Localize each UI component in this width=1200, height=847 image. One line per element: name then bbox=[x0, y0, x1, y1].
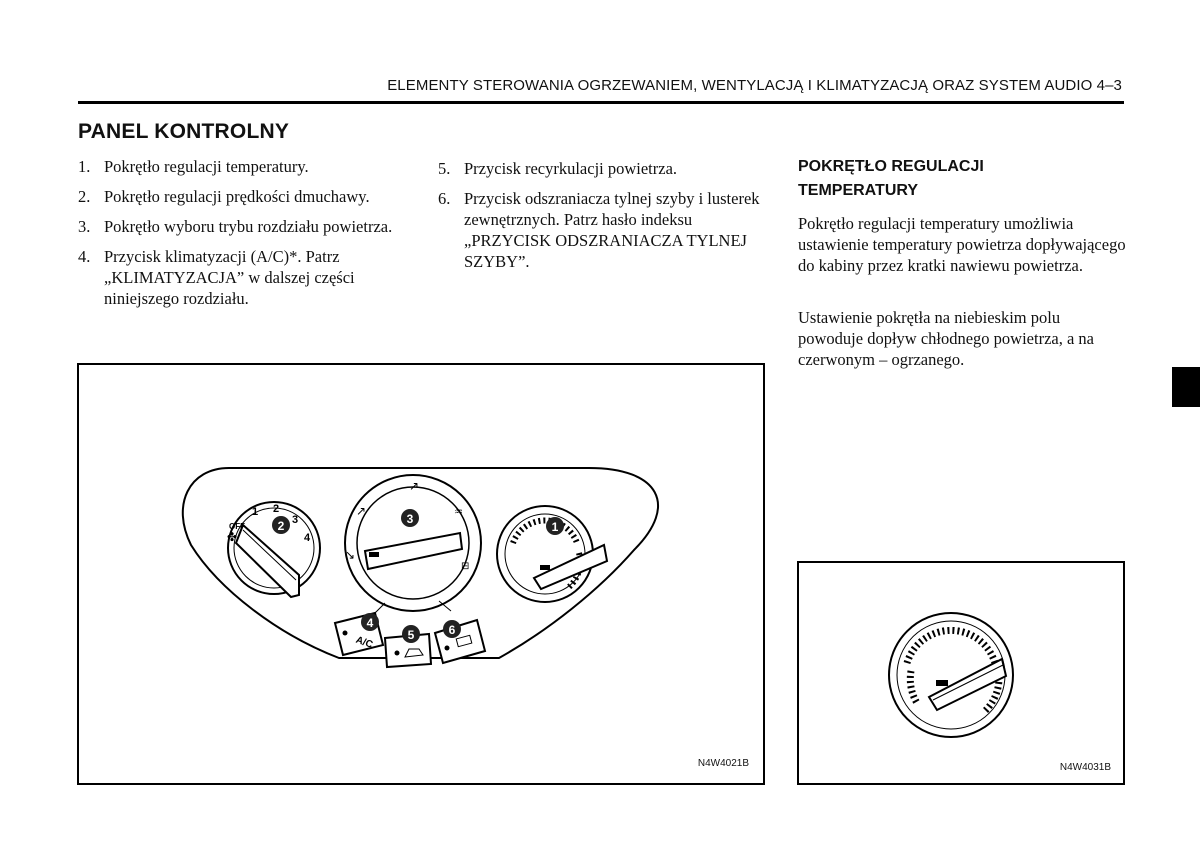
component-list-middle bbox=[438, 158, 768, 281]
list-item bbox=[78, 216, 408, 237]
item-number: 1. bbox=[78, 157, 91, 176]
subsection-title-line1: POKRĘTŁO REGULACJI bbox=[798, 158, 984, 175]
callout-6 bbox=[443, 620, 461, 638]
fan-label-1: 1 bbox=[252, 506, 259, 518]
item-number: 5. bbox=[438, 159, 451, 178]
svg-text:1: 1 bbox=[551, 520, 559, 534]
component-list-left bbox=[78, 156, 408, 318]
control-panel-illustration bbox=[79, 365, 763, 783]
running-header: ELEMENTY STEROWANIA OGRZEWANIEM, WENTYLACJĄ I KLIMATYZACJĄ ORAZ SYSTEM AUDIO 4–3 bbox=[387, 77, 1122, 94]
bilevel-vent-icon: ↗ bbox=[356, 504, 367, 518]
item-number: 6. bbox=[438, 189, 451, 208]
windshield-defrost-icon: ⊟ bbox=[461, 561, 470, 572]
callout-2 bbox=[272, 516, 290, 534]
item-text: Przycisk klimatyzacji (A/C)*. Patrz „KLIMATYZACJA” w dalszej części niniejszego rozdziału. bbox=[104, 247, 355, 308]
floor-defrost-icon: ♒ bbox=[454, 507, 463, 518]
face-vent-icon: ↗ bbox=[409, 479, 420, 493]
callout-1 bbox=[546, 517, 564, 535]
list-item bbox=[78, 156, 408, 177]
temperature-knob-detail bbox=[889, 613, 1013, 737]
control-panel-figure bbox=[77, 363, 765, 785]
chapter-thumb-tab bbox=[1172, 367, 1200, 407]
list-item bbox=[78, 186, 408, 207]
callout-3 bbox=[401, 509, 419, 527]
item-text: Przycisk odszraniacza tylnej szyby i lusterek zewnętrznych. Patrz hasło indeksu „PRZYCISK ODSZRANIACZA TYLNEJ SZYBY”. bbox=[464, 189, 760, 271]
paragraph-blue-red-zones: Ustawienie pokrętła na niebieskim polu powoduje dopływ chłodnego powietrza, a na czerwonym – ogrzanego. bbox=[798, 308, 1095, 369]
list-item bbox=[438, 158, 768, 179]
fan-label-off: OFF bbox=[229, 522, 245, 531]
list-item bbox=[438, 188, 768, 272]
svg-text:4: 4 bbox=[366, 616, 374, 630]
fan-icon: ✤ bbox=[227, 530, 238, 544]
fan-label-3: 3 bbox=[292, 514, 299, 526]
ac-label: A/C bbox=[354, 634, 375, 651]
list-item bbox=[78, 246, 408, 309]
svg-text:6: 6 bbox=[448, 623, 456, 637]
fan-label-2: 2 bbox=[273, 503, 280, 515]
svg-text:3: 3 bbox=[406, 512, 414, 526]
svg-text:2: 2 bbox=[277, 519, 285, 533]
temperature-knob-illustration bbox=[799, 563, 1123, 783]
figure-code: N4W4021B bbox=[697, 758, 749, 769]
floor-vent-icon: ↘ bbox=[345, 548, 356, 562]
subsection-title-line2: TEMPERATURY bbox=[798, 182, 918, 199]
air-distribution-knob[interactable] bbox=[345, 475, 481, 613]
item-text: Pokrętło regulacji prędkości dmuchawy. bbox=[104, 187, 370, 206]
callout-5 bbox=[402, 625, 420, 643]
svg-text:5: 5 bbox=[407, 628, 415, 642]
temperature-knob-figure bbox=[797, 561, 1125, 785]
fan-label-4: 4 bbox=[304, 532, 311, 544]
subsection-title bbox=[798, 155, 984, 203]
item-text: Pokrętło wyboru trybu rozdziału powietrza. bbox=[104, 217, 393, 236]
header-rule bbox=[78, 101, 1124, 104]
item-number: 4. bbox=[78, 247, 91, 266]
section-title: PANEL KONTROLNY bbox=[78, 120, 290, 143]
callout-4 bbox=[361, 613, 379, 631]
figure-code: N4W4031B bbox=[1059, 762, 1111, 773]
item-text: Przycisk recyrkulacji powietrza. bbox=[464, 159, 678, 178]
paragraph-temperature-knob: Pokrętło regulacji temperatury umożliwia ustawienie temperatury powietrza dopływającego do kabiny przez kratki nawiewu powietrza. bbox=[798, 214, 1126, 275]
item-text: Pokrętło regulacji temperatury. bbox=[104, 157, 309, 176]
item-number: 2. bbox=[78, 187, 91, 206]
item-number: 3. bbox=[78, 217, 91, 236]
